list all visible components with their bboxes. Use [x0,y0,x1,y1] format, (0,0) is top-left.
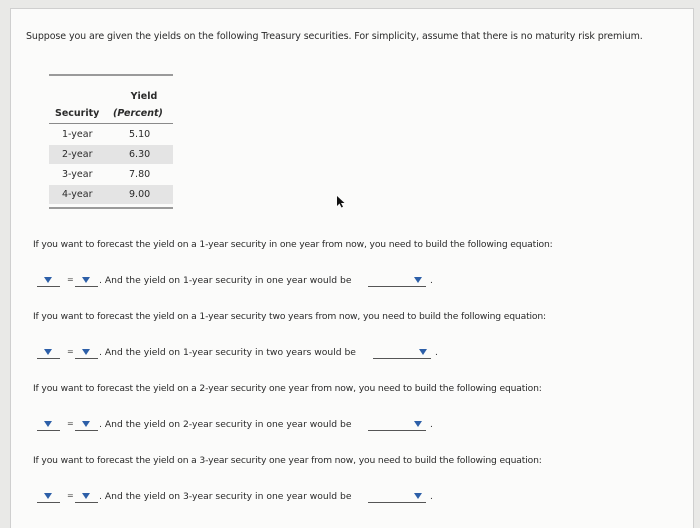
table-row [49,165,173,184]
equals-sign: = [67,275,74,284]
q1-equation-right-dropdown[interactable] [75,275,98,287]
dropdown-arrow-icon [82,277,90,283]
q3-equation-right-dropdown[interactable] [75,419,98,431]
intro-text: Suppose you are given the yields on the following Treasury securities. For simplicity, assume that there is no maturity risk premium. [26,31,643,42]
table-row [49,125,173,144]
dropdown-arrow-icon [82,493,90,499]
row-security: 1-year [62,129,93,140]
dropdown-arrow-icon [44,349,52,355]
q4-period: . [430,492,433,502]
header-rule [49,123,173,124]
q1-answer-dropdown[interactable] [368,275,426,287]
dropdown-arrow-icon [44,421,52,427]
equals-sign: = [67,347,74,356]
q4-equation-left-dropdown[interactable] [37,491,60,503]
q2-period: . [435,348,438,358]
row-security: 2-year [62,149,93,160]
dropdown-arrow-icon [414,421,422,427]
q2-equation-right-dropdown[interactable] [75,347,98,359]
question-4-prompt: If you want to forecast the yield on a 3-year security one year from now, you need to build the following equation: [33,455,542,466]
q4-answer-text: . And the yield on 3-year security in one year would be [99,491,352,502]
table-bottom-rule [49,207,173,209]
question-1-prompt: If you want to forecast the yield on a 1-year security in one year from now, you need to build the following equation: [33,239,553,250]
q2-answer-dropdown[interactable] [373,347,431,359]
question-3-prompt: If you want to forecast the yield on a 2-year security one year from now, you need to build the following equation: [33,383,542,394]
dropdown-arrow-icon [414,493,422,499]
q3-period: . [430,420,433,430]
equals-sign: = [67,419,74,428]
q1-equation-left-dropdown[interactable] [37,275,60,287]
row-security: 3-year [62,169,93,180]
dropdown-arrow-icon [82,349,90,355]
q3-answer-dropdown[interactable] [368,419,426,431]
q2-answer-text: . And the yield on 1-year security in two years would be [99,347,356,358]
q2-equation-left-dropdown[interactable] [37,347,60,359]
q1-period: . [430,276,433,286]
dropdown-arrow-icon [414,277,422,283]
dropdown-arrow-icon [82,421,90,427]
header-yield: Yield [130,91,158,102]
row-yield: 6.30 [129,149,151,160]
header-security: Security [55,108,100,119]
dropdown-arrow-icon [44,277,52,283]
q3-answer-text: . And the yield on 2-year security in one year would be [99,419,352,430]
table-row [49,185,173,204]
q4-equation-right-dropdown[interactable] [75,491,98,503]
dropdown-arrow-icon [44,493,52,499]
table-row [49,145,173,164]
question-2-prompt: If you want to forecast the yield on a 1-year security two years from now, you need to build the following equation: [33,311,547,322]
q1-answer-text: . And the yield on 1-year security in one year would be [99,275,352,286]
q3-equation-left-dropdown[interactable] [37,419,60,431]
header-percent: (Percent) [113,108,163,119]
mouse-cursor-icon [336,196,346,208]
table-top-rule [49,74,173,76]
dropdown-arrow-icon [419,349,427,355]
row-yield: 9.00 [129,189,151,200]
equals-sign: = [67,491,74,500]
problem-page [10,8,694,528]
row-yield: 5.10 [129,129,151,140]
q4-answer-dropdown[interactable] [368,491,426,503]
row-yield: 7.80 [129,169,151,180]
row-security: 4-year [62,189,93,200]
